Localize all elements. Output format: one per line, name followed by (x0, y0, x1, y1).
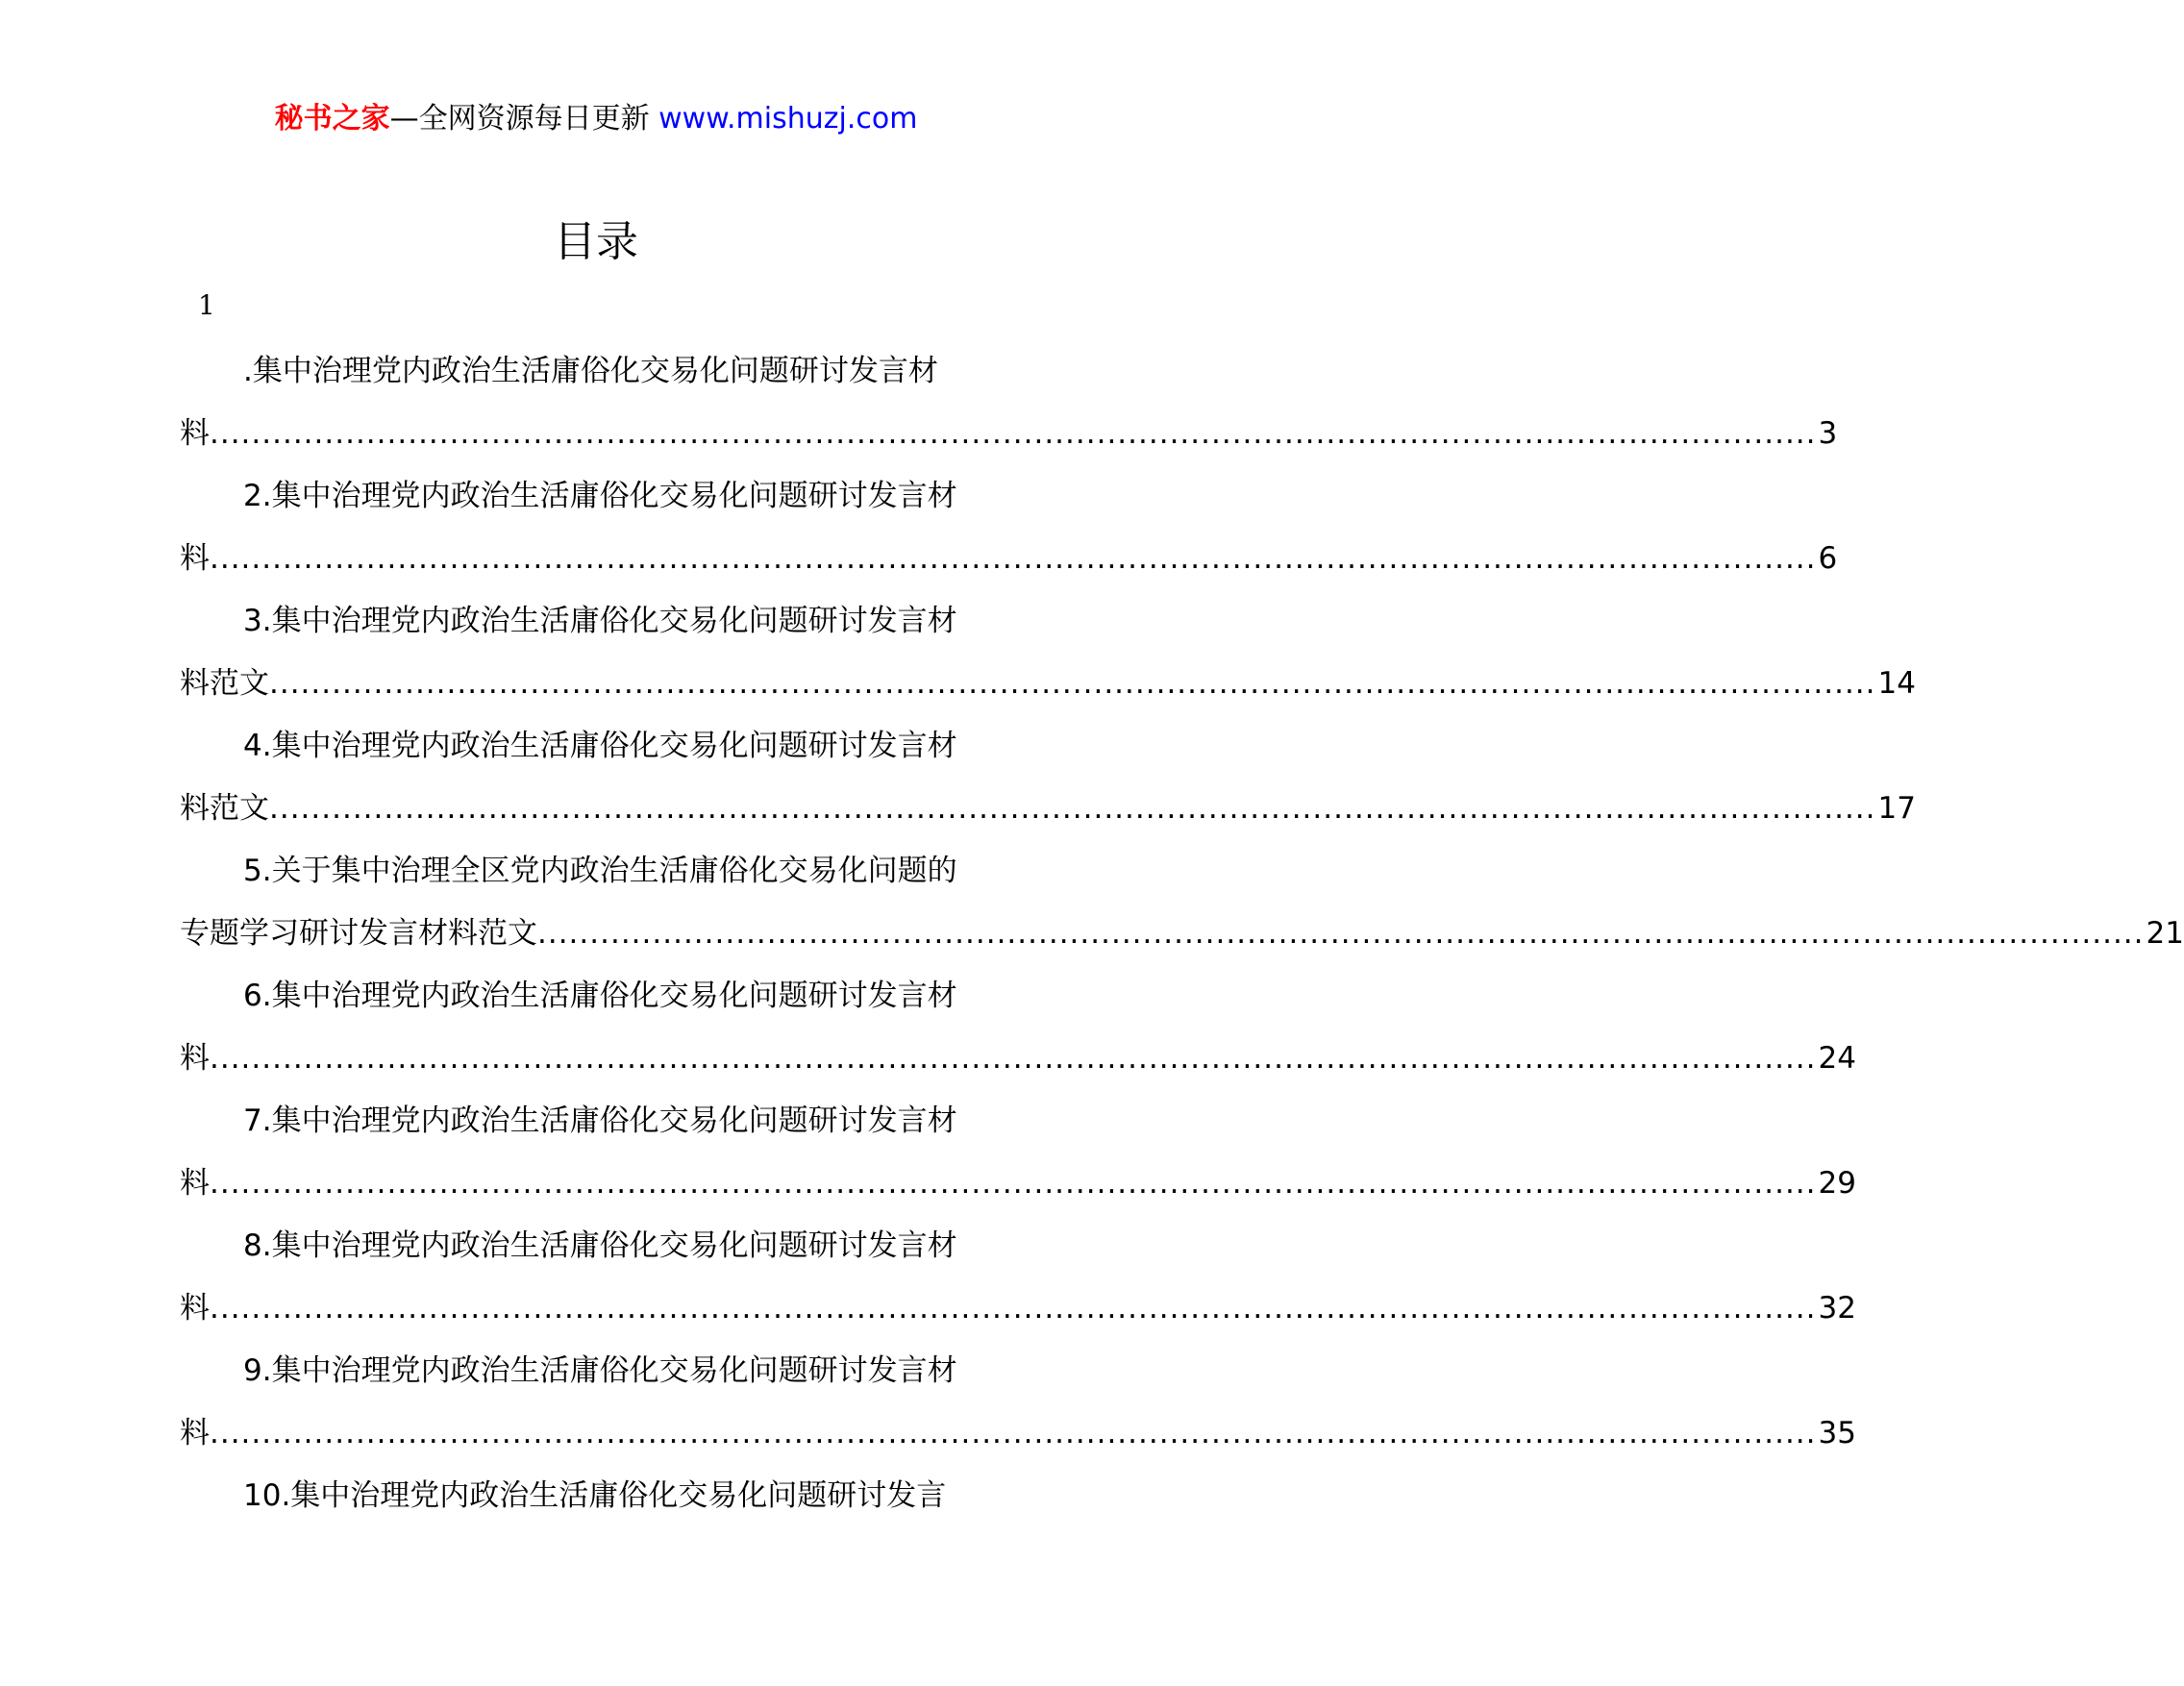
site-url-link[interactable]: www.mishuzj.com (658, 102, 918, 136)
toc-entry-label: 专题学习研讨发言材料范文 (180, 916, 537, 951)
toc-entry-label: 料 (180, 1041, 210, 1076)
toc-entry-label: 料 (180, 1291, 210, 1326)
toc-page-number: 17 (1877, 791, 1916, 826)
page-number: 1 (198, 289, 215, 321)
toc-entry-5-title[interactable]: 5.关于集中治理全区党内政治生活庸俗化交易化问题的 (243, 854, 957, 888)
brand-name: 秘书之家 (274, 102, 390, 136)
toc-page-number: 14 (1877, 666, 1916, 701)
toc-leader-dots: .......................................................................................................................................................... (210, 1291, 1817, 1326)
toc-entry-1-continuation[interactable] (180, 403, 1838, 465)
toc-leader-dots: .......................................................................................................................................................... (210, 1416, 1817, 1450)
toc-entry-label: 料 (180, 1416, 210, 1450)
toc-entry-3-title[interactable]: 3.集中治理党内政治生活庸俗化交易化问题研讨发言材 (243, 604, 957, 638)
toc-entry-8-title[interactable]: 8.集中治理党内政治生活庸俗化交易化问题研讨发言材 (243, 1228, 957, 1263)
toc-entry-4-continuation[interactable] (180, 778, 1916, 840)
toc-leader-dots: .......................................................................................................................................................... (269, 666, 1876, 701)
table-of-contents (180, 340, 2184, 1527)
toc-entry-8-continuation[interactable] (180, 1277, 1856, 1340)
toc-entry-6-continuation[interactable] (180, 1028, 1856, 1090)
header-slogan: —全网资源每日更新 (389, 102, 650, 136)
toc-entry-4-title[interactable]: 4.集中治理党内政治生活庸俗化交易化问题研讨发言材 (243, 729, 957, 763)
toc-leader-dots: .......................................................................................................................................................... (210, 1166, 1817, 1201)
toc-entry-label: 料范文 (180, 791, 269, 826)
toc-entry-7-continuation[interactable] (180, 1153, 1856, 1215)
toc-entry-label: 料 (180, 1166, 210, 1201)
toc-page-number: 24 (1818, 1041, 1856, 1076)
toc-entry-6-title[interactable]: 6.集中治理党内政治生活庸俗化交易化问题研讨发言材 (243, 979, 957, 1013)
toc-entry-9-title[interactable]: 9.集中治理党内政治生活庸俗化交易化问题研讨发言材 (243, 1353, 957, 1388)
toc-page-number: 6 (1818, 541, 1838, 576)
toc-page-number: 32 (1818, 1291, 1856, 1326)
toc-page-number: 21 (2146, 916, 2184, 951)
toc-entry-label: 料 (180, 541, 210, 576)
toc-entry-1-title[interactable]: .集中治理党内政治生活庸俗化交易化问题研讨发言材 (243, 354, 938, 388)
toc-entry-9-continuation[interactable] (180, 1402, 1856, 1465)
toc-page-number: 29 (1818, 1166, 1856, 1201)
toc-entry-label: 料 (180, 416, 210, 451)
toc-entry-10-title[interactable]: 10.集中治理党内政治生活庸俗化交易化问题研讨发言 (243, 1478, 947, 1513)
toc-entry-3-continuation[interactable] (180, 653, 1916, 715)
toc-leader-dots: .......................................................................................................................................................... (210, 1041, 1817, 1076)
toc-leader-dots: .......................................................................................................................................................... (210, 416, 1817, 451)
toc-entry-7-title[interactable]: 7.集中治理党内政治生活庸俗化交易化问题研讨发言材 (243, 1103, 957, 1138)
toc-entry-label: 料范文 (180, 666, 269, 701)
toc-leader-dots: .......................................................................................................................................................... (210, 541, 1817, 576)
toc-entry-2-continuation[interactable] (180, 528, 1838, 590)
page-title: 目录 (554, 217, 638, 266)
toc-leader-dots: .......................................................................................................................................................... (537, 916, 2145, 951)
toc-page-number: 35 (1818, 1416, 1856, 1450)
toc-leader-dots: .......................................................................................................................................................... (269, 791, 1876, 826)
toc-entry-5-continuation[interactable] (180, 903, 2184, 965)
toc-entry-2-title[interactable]: 2.集中治理党内政治生活庸俗化交易化问题研讨发言材 (243, 479, 957, 513)
toc-page-number: 3 (1818, 416, 1838, 451)
site-header (0, 96, 1192, 142)
